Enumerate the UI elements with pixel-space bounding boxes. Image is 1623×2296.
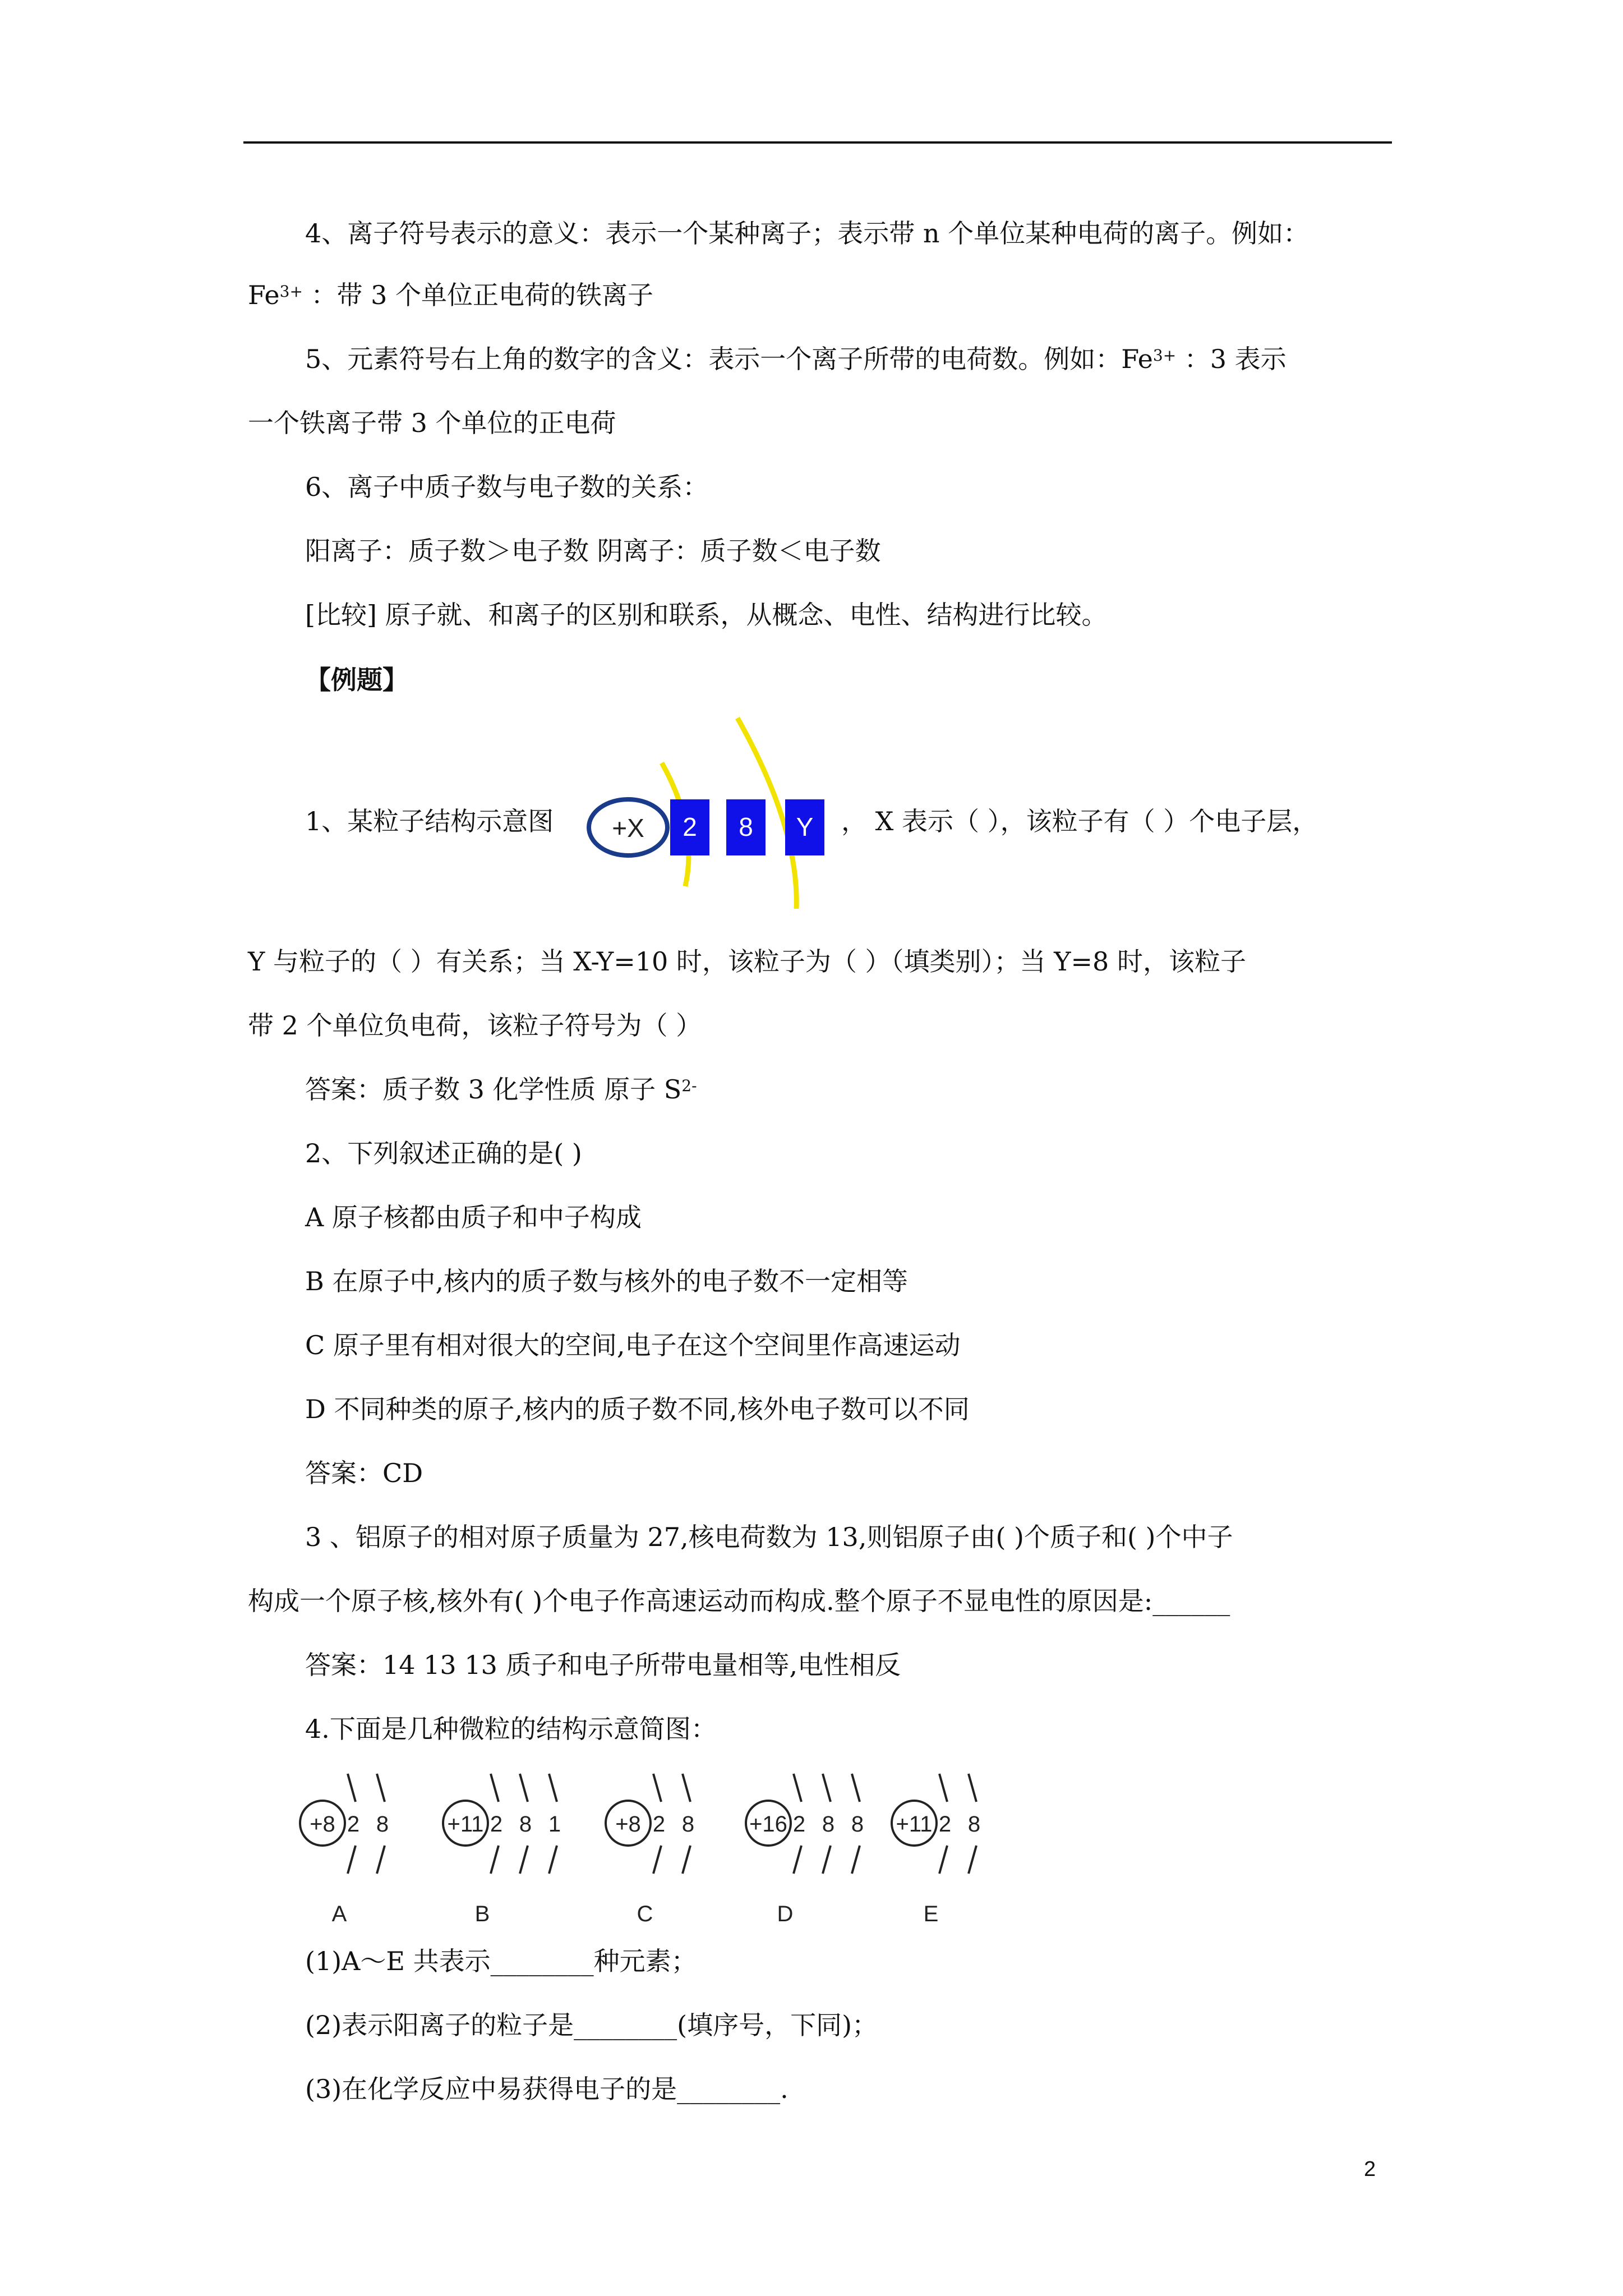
para-6: 6、离子中质子数与电子数的关系： xyxy=(305,472,709,502)
page-number: 2 xyxy=(1364,2157,1376,2181)
layer2-label: 8 xyxy=(739,812,753,841)
particle-label-B: B xyxy=(474,1902,490,1926)
shell-count-B-1: 2 xyxy=(490,1812,503,1837)
nucleus-label-C: +8 xyxy=(615,1812,641,1837)
shell-count-D-1: 2 xyxy=(792,1812,806,1837)
shell-count-D-3: 8 xyxy=(851,1812,864,1837)
nucleus-label-B: +11 xyxy=(447,1812,484,1837)
shell-arc-bottom-A-2 xyxy=(377,1846,385,1874)
q4-sub2: (2)表示阳离子的粒子是________(填序号，下同)； xyxy=(305,2010,878,2040)
shell-arc-top-C-1 xyxy=(653,1774,661,1802)
example-heading: 【例题】 xyxy=(305,665,408,695)
shell-arc-top-C-2 xyxy=(683,1774,690,1802)
shell-count-B-3: 1 xyxy=(548,1812,561,1837)
q1-cont2: 带 2 个单位负电荷，该粒子符号为（ ） xyxy=(248,1010,702,1041)
shell-count-B-2: 8 xyxy=(519,1812,532,1837)
shell-count-E-1: 2 xyxy=(938,1812,952,1837)
shell-arc-bottom-B-1 xyxy=(491,1846,499,1874)
particle-structure-diagram xyxy=(578,707,836,931)
layer3-label: Y xyxy=(796,812,814,841)
q1-cont1: Y 与粒子的（ ）有关系；当 X-Y=10 时，该粒子为（ ）（填类别）；当 Y=8 时，该粒子 xyxy=(248,946,1246,977)
para-5-text: 5、元素符号右上角的数字的含义：表示一个离子所带的电荷数。例如：Fe xyxy=(305,344,1153,374)
para-5-line1 xyxy=(305,341,1287,377)
q4-structure-diagrams xyxy=(297,1767,1060,1930)
fe-charge-2: 3+ xyxy=(1152,346,1177,365)
particle-label-A: A xyxy=(331,1902,347,1926)
shell-arc-bottom-E-2 xyxy=(969,1846,976,1874)
layer1-label: 2 xyxy=(683,812,697,841)
q3-line1: 3 、铝原子的相对原子质量为 27,核电荷数为 13,则铝原子由( )个质子和( )个中子 xyxy=(305,1522,1233,1552)
q2-text: 2、下列叙述正确的是( ) xyxy=(305,1138,582,1168)
shell-arc-top-B-3 xyxy=(549,1774,557,1802)
shell-arc-bottom-B-2 xyxy=(520,1846,528,1874)
shell-count-E-2: 8 xyxy=(967,1812,981,1837)
para-4-line1: 4、离子符号表示的意义：表示一个某种离子；表示带 n 个单位某种电荷的离子。例如： xyxy=(305,218,1310,249)
q1-answer-charge: 2- xyxy=(681,1076,697,1095)
q2-answer: 答案：CD xyxy=(305,1458,423,1488)
q4-sub3: (3)在化学反应中易获得电子的是________. xyxy=(305,2074,789,2104)
q1-answer-text: 答案：质子数 3 化学性质 原子 S xyxy=(305,1074,682,1105)
q4-sub1: (1)A～E 共表示________种元素； xyxy=(305,1946,697,1976)
q3-answer: 答案：14 13 13 质子和电子所带电量相等,电性相反 xyxy=(305,1650,901,1680)
ion-relation: 阳离子：质子数＞电子数 阴离子：质子数＜电子数 xyxy=(305,536,881,566)
shell-arc-top-E-1 xyxy=(939,1774,947,1802)
para-5-rest: ：3 表示 xyxy=(1176,344,1287,374)
q2-option-c: C 原子里有相对很大的空间,电子在这个空间里作高速运动 xyxy=(305,1330,961,1360)
particle-label-C: C xyxy=(637,1902,653,1926)
particle-label-E: E xyxy=(923,1902,939,1926)
shell-count-C-1: 2 xyxy=(652,1812,666,1837)
shell-arc-top-A-1 xyxy=(348,1774,356,1802)
header-rule xyxy=(243,141,1392,144)
particle-label-D: D xyxy=(777,1902,794,1926)
q2-option-d: D 不同种类的原子,核内的质子数不同,核外电子数可以不同 xyxy=(305,1394,970,1424)
shell-arc-bottom-D-3 xyxy=(852,1846,860,1874)
shell-count-D-2: 8 xyxy=(822,1812,835,1837)
shell-count-C-2: 8 xyxy=(681,1812,695,1837)
shell-arc-top-B-1 xyxy=(491,1774,499,1802)
shell-arc-bottom-C-2 xyxy=(683,1846,690,1874)
shell-arc-bottom-A-1 xyxy=(348,1846,356,1874)
shell-arc-bottom-E-1 xyxy=(939,1846,947,1874)
nucleus-label-D: +16 xyxy=(749,1812,787,1837)
shell-arc-top-B-2 xyxy=(520,1774,528,1802)
nucleus-label: +X xyxy=(612,813,644,843)
compare-note: [比较] 原子就、和离子的区别和联系，从概念、电性、结构进行比较。 xyxy=(305,600,1108,630)
q1-answer xyxy=(305,1071,697,1107)
shell-arc-bottom-D-2 xyxy=(823,1846,831,1874)
shell-arc-bottom-B-3 xyxy=(549,1846,557,1874)
shell-arc-bottom-D-1 xyxy=(794,1846,801,1874)
shell-arc-top-D-2 xyxy=(823,1774,831,1802)
fe-symbol: Fe xyxy=(248,280,280,310)
shell-arc-bottom-C-1 xyxy=(653,1846,661,1874)
shell-count-A-2: 8 xyxy=(376,1812,389,1837)
q2-option-b: B 在原子中,核内的质子数与核外的电子数不一定相等 xyxy=(305,1266,909,1296)
nucleus-label-A: +8 xyxy=(310,1812,335,1837)
shell-count-A-1: 2 xyxy=(347,1812,360,1837)
para-5-line2: 一个铁离子带 3 个单位的正电荷 xyxy=(248,408,616,438)
para-4-line2 xyxy=(248,277,653,313)
fe-charge: 3+ xyxy=(279,282,303,301)
q2-option-a: A 原子核都由质子和中子构成 xyxy=(305,1202,642,1232)
shell-arc-top-A-2 xyxy=(377,1774,385,1802)
shell-arc-top-D-1 xyxy=(794,1774,801,1802)
shell-arc-top-E-2 xyxy=(969,1774,976,1802)
q1-after: ， X 表示（ ），该粒子有（ ）个电子层， xyxy=(841,806,1318,836)
q3-line2: 构成一个原子核,核外有( )个电子作高速运动而构成.整个原子不显电性的原因是:______ xyxy=(248,1586,1230,1616)
nucleus-label-E: +11 xyxy=(896,1812,933,1837)
q4-text: 4.下面是几种微粒的结构示意简图： xyxy=(305,1714,717,1744)
shell-arc-top-D-3 xyxy=(852,1774,860,1802)
q1-text: 1、某粒子结构示意图 xyxy=(305,806,554,836)
para-4-rest: ：带 3 个单位正电荷的铁离子 xyxy=(302,280,654,310)
